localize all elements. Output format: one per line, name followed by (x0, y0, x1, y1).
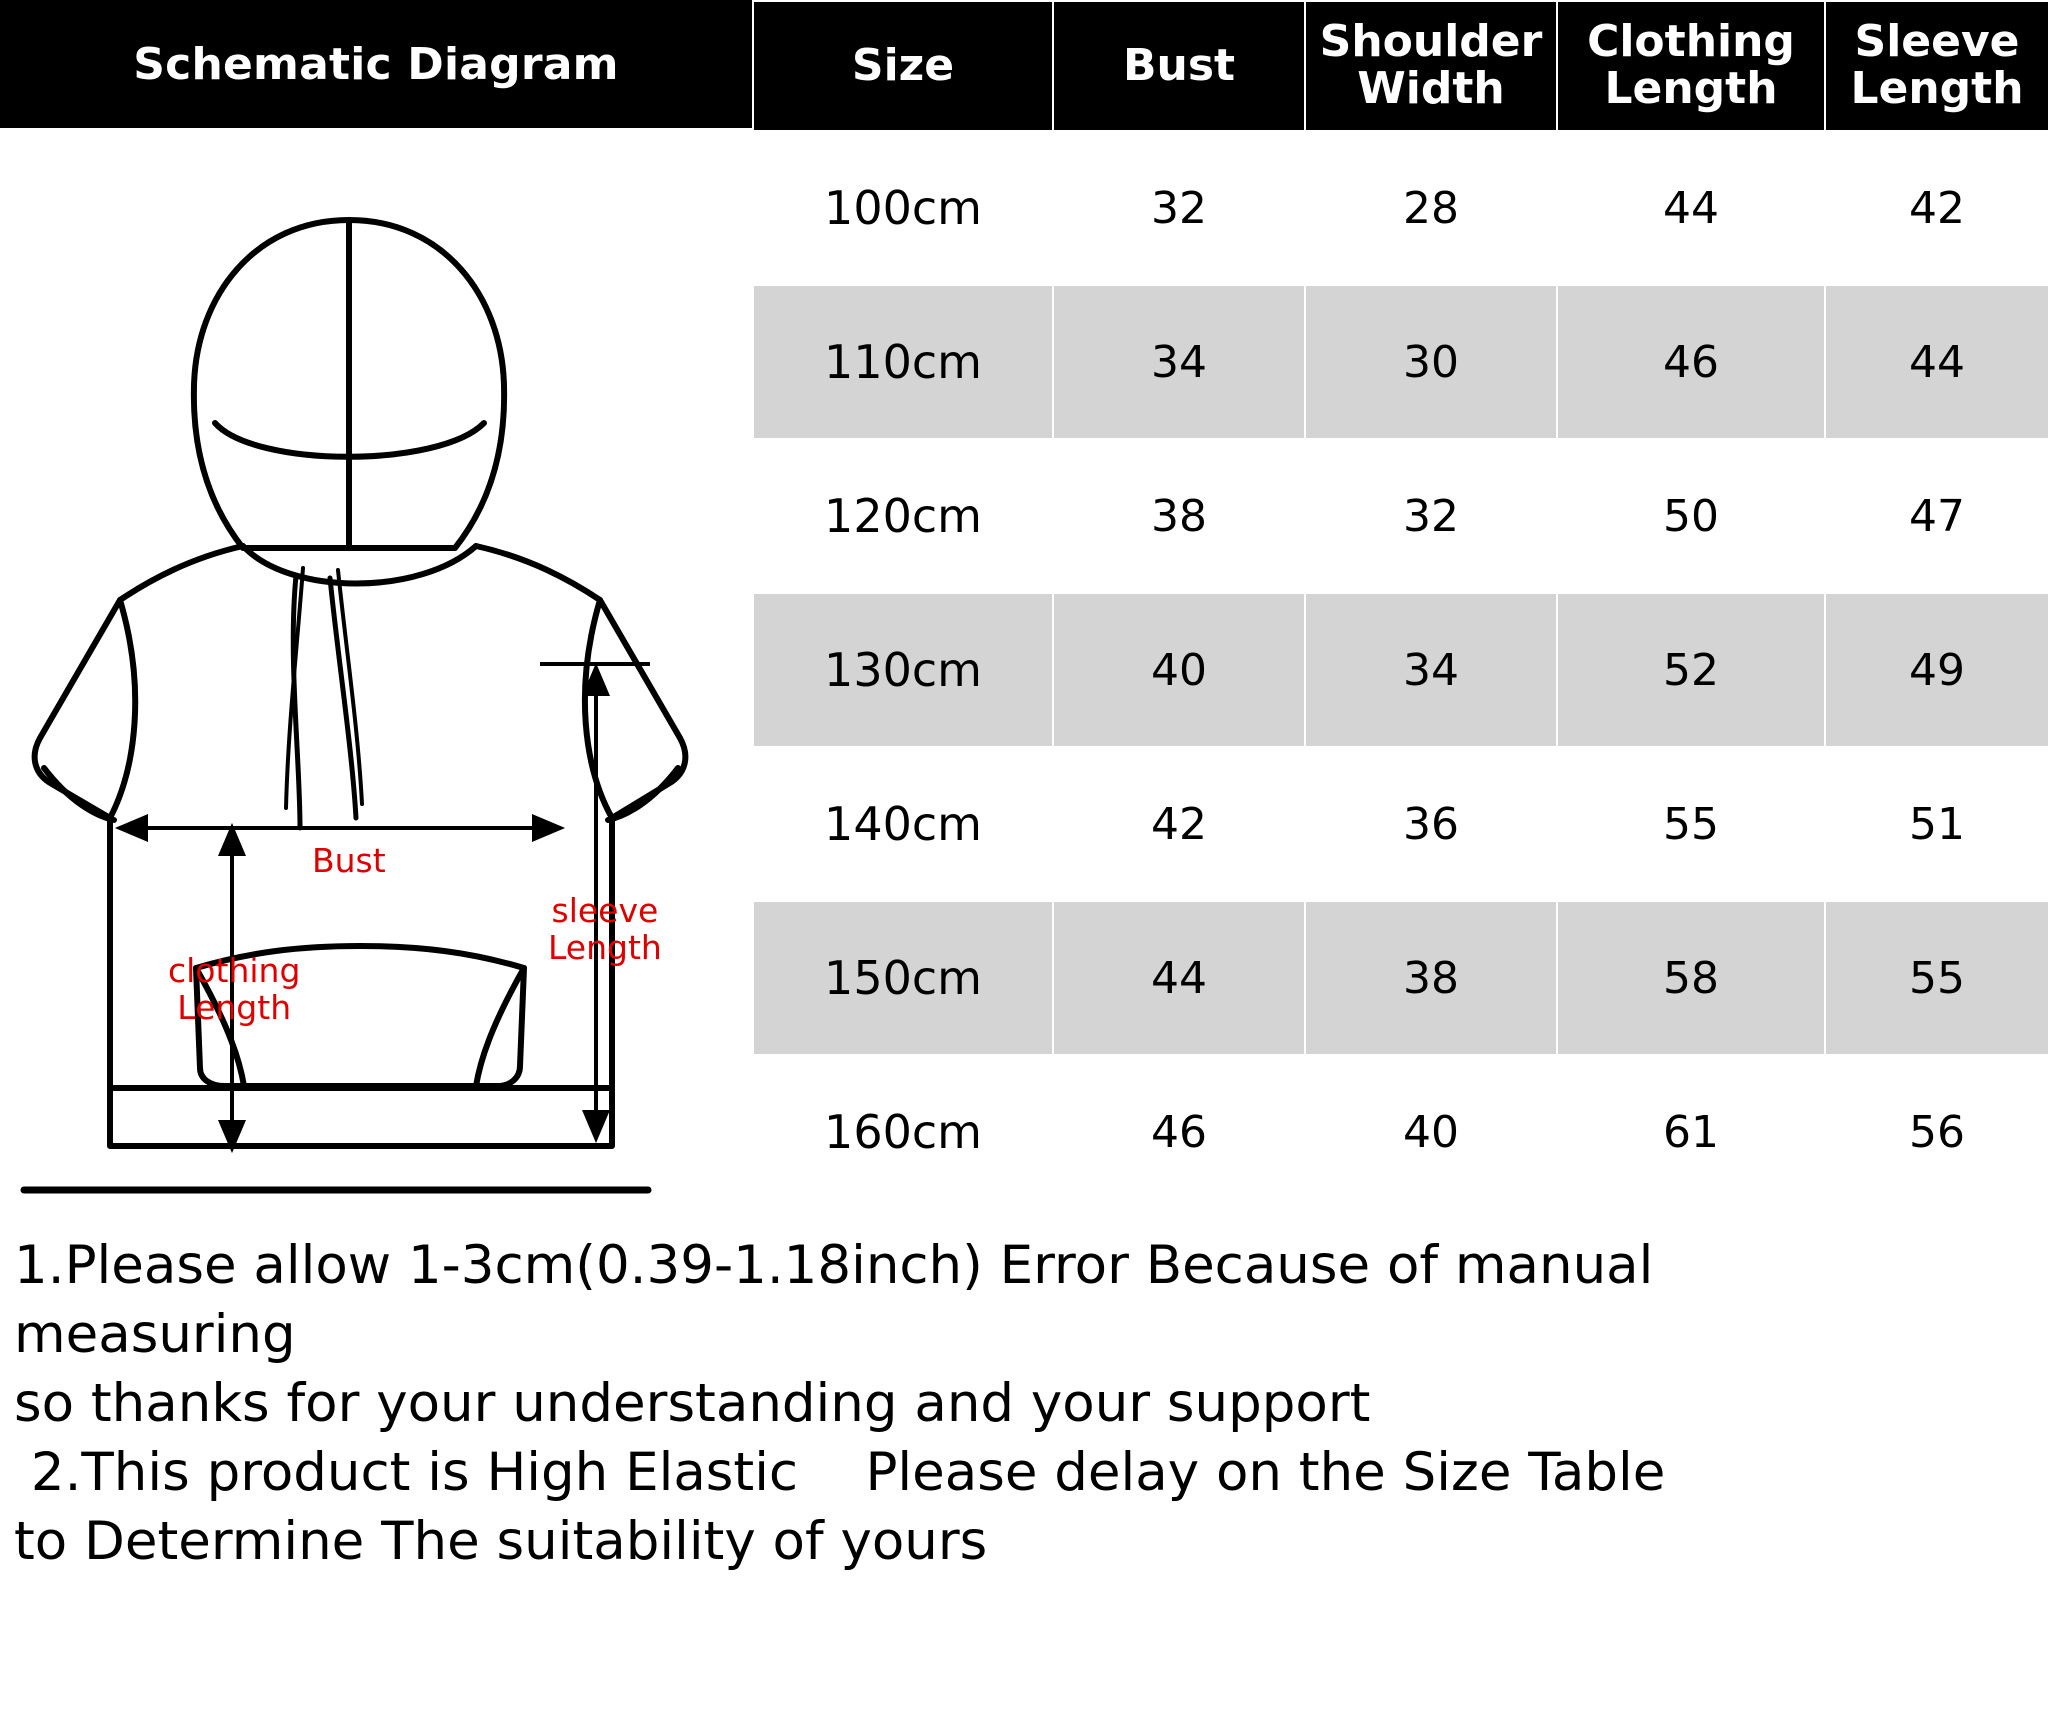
cell-shoulder: 28 (1305, 131, 1557, 285)
note-line-4: 2.This product is High Elastic Please delay on the Size Table (14, 1441, 1666, 1503)
table-row (753, 901, 2048, 1055)
clothing-length-measure-label: clothing Length (168, 951, 301, 1027)
cell-size: 110cm (753, 285, 1053, 439)
cell-shoulder: 36 (1305, 747, 1557, 901)
cell-sleeve: 55 (1825, 901, 2048, 1055)
cell-sleeve: 51 (1825, 747, 2048, 901)
schematic-diagram-body (0, 128, 752, 1225)
cell-bust: 34 (1053, 285, 1305, 439)
schematic-diagram-panel (0, 0, 752, 1225)
notes-section (0, 1232, 2048, 1576)
cell-sleeve: 56 (1825, 1055, 2048, 1209)
cell-size: 120cm (753, 439, 1053, 593)
cell-size: 100cm (753, 131, 1053, 285)
note-line-2: measuring (14, 1303, 296, 1365)
cell-sleeve: 42 (1825, 131, 2048, 285)
schematic-diagram-title: Schematic Diagram (0, 0, 752, 128)
column-header-sleeve-length: Sleeve Length (1825, 1, 2048, 131)
cell-clothing: 58 (1557, 901, 1825, 1055)
cell-clothing: 55 (1557, 747, 1825, 901)
cell-size: 160cm (753, 1055, 1053, 1209)
size-table (752, 0, 2048, 1210)
cell-clothing: 61 (1557, 1055, 1825, 1209)
column-header-shoulder-width: Shoulder Width (1305, 1, 1557, 131)
cell-shoulder: 32 (1305, 439, 1557, 593)
cell-sleeve: 49 (1825, 593, 2048, 747)
size-table-panel (752, 0, 2048, 1225)
cell-clothing: 46 (1557, 285, 1825, 439)
cell-shoulder: 40 (1305, 1055, 1557, 1209)
cell-size: 130cm (753, 593, 1053, 747)
cell-sleeve: 44 (1825, 285, 2048, 439)
note-line-1: 1.Please allow 1-3cm(0.39-1.18inch) Error Because of manual (14, 1235, 1654, 1296)
table-row (753, 747, 2048, 901)
cell-shoulder: 30 (1305, 285, 1557, 439)
cell-shoulder: 38 (1305, 901, 1557, 1055)
cell-bust: 46 (1053, 1055, 1305, 1209)
column-header-bust: Bust (1053, 1, 1305, 131)
cell-clothing: 50 (1557, 439, 1825, 593)
size-table-header-row (753, 1, 2048, 131)
cell-bust: 38 (1053, 439, 1305, 593)
column-header-clothing-length: Clothing Length (1557, 1, 1825, 131)
table-row (753, 1055, 2048, 1209)
note-line-5: to Determine The suitability of yours (14, 1510, 988, 1572)
sleeve-length-measure-label: sleeve Length (548, 891, 662, 967)
cell-clothing: 52 (1557, 593, 1825, 747)
table-row (753, 285, 2048, 439)
column-header-size: Size (753, 1, 1053, 131)
cell-shoulder: 34 (1305, 593, 1557, 747)
table-row (753, 439, 2048, 593)
cell-bust: 40 (1053, 593, 1305, 747)
cell-clothing: 44 (1557, 131, 1825, 285)
cell-bust: 44 (1053, 901, 1305, 1055)
note-line-3: so thanks for your understanding and your support (14, 1372, 1371, 1434)
table-row (753, 593, 2048, 747)
cell-sleeve: 47 (1825, 439, 2048, 593)
cell-size: 140cm (753, 747, 1053, 901)
bust-measure-label: Bust (312, 841, 386, 880)
cell-size: 150cm (753, 901, 1053, 1055)
hoodie-illustration-icon (0, 128, 752, 1225)
table-row (753, 131, 2048, 285)
cell-bust: 32 (1053, 131, 1305, 285)
cell-bust: 42 (1053, 747, 1305, 901)
